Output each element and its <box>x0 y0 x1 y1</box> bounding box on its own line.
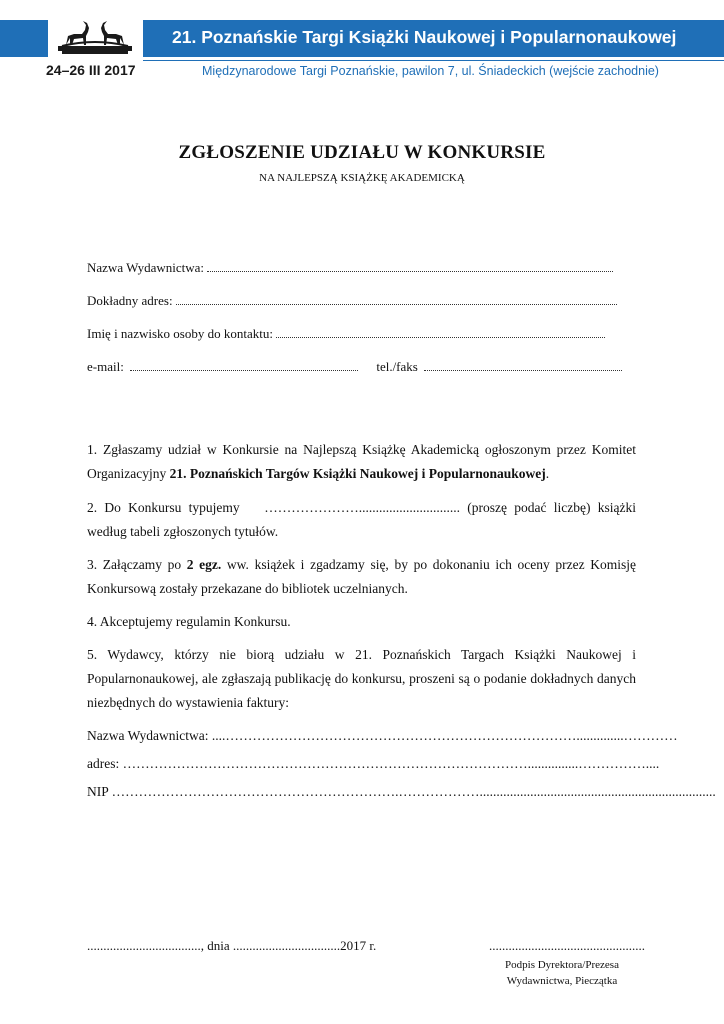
point-2 <box>87 496 636 544</box>
address-field <box>87 293 617 309</box>
event-dates: 24–26 III 2017 <box>46 62 136 78</box>
address-input-line[interactable] <box>176 294 617 305</box>
publisher-field <box>87 260 613 276</box>
contact-label: Imię i nazwisko osoby do kontaktu: <box>87 326 273 341</box>
point-5: 5. Wydawcy, którzy nie biorą udziału w 21. Poznańskich Targach Książki Naukowej i Popularnonaukowej, ale zgłaszają publikację do konkursu, proszeni są o podanie dokładnych danych niezbędnych do wystawienia faktury: <box>87 647 636 710</box>
invoice-address-line[interactable]: adres: ………………………………………………………………………………...............…………….... <box>87 756 660 771</box>
point-3-text-rest: ww. książek i zgadzamy się, by po dokonaniu ich oceny przez Komisję Konkursową zostały przekazane do bibliotek uczelnianych. <box>87 557 636 596</box>
email-input-line[interactable] <box>130 360 358 371</box>
point-3-text: 3. Załączamy po <box>87 557 187 572</box>
invoice-publisher-line[interactable]: Nazwa Wydawnictwa: ....……………………………………………………………………..............………… <box>87 728 678 743</box>
point-4: 4. Akceptujemy regulamin Konkursu. <box>87 614 291 629</box>
point-1-end: . <box>545 466 550 481</box>
email-phone-field <box>87 359 622 375</box>
address-label: Dokładny adres: <box>87 293 173 308</box>
point-1-event-name: 21. Poznańskich Targów Książki Naukowej i Popularnonaukowej <box>169 466 546 481</box>
point-3-copies: 2 egz. <box>186 557 222 572</box>
form-title: ZGŁOSZENIE UDZIAŁU W KONKURSIE <box>178 142 546 163</box>
header-divider <box>143 60 724 61</box>
phone-label: tel./faks <box>376 359 418 374</box>
form-subtitle: NA NAJLEPSZĄ KSIĄŻKĘ AKADEMICKĄ <box>259 172 465 184</box>
contact-input-line[interactable] <box>276 327 605 338</box>
point-2-text: 2. Do Konkursu typujemy <box>87 500 240 515</box>
point-1 <box>87 438 636 486</box>
signature-caption <box>492 957 632 989</box>
contact-field <box>87 326 605 342</box>
event-venue: Międzynarodowe Targi Poznańskie, pawilon 7, ul. Śniadeckich (wejście zachodnie) <box>202 64 659 78</box>
place-date-line[interactable]: ..................................., dnia .................................2017 r. <box>87 938 377 953</box>
phone-input-line[interactable] <box>424 360 622 371</box>
header-accent-left <box>0 20 48 57</box>
signature-caption-line-1: Podpis Dyrektora/Prezesa <box>505 959 619 971</box>
point-1-text: 1. Zgłaszamy udział w Konkursie na Najlepszą Książkę Akademicką ogłoszonym przez Komitet Organizacyjny <box>87 442 636 481</box>
point-3 <box>87 553 636 601</box>
email-label: e-mail: <box>87 359 124 374</box>
signature-caption-line-2: Wydawnictwa, Pieczątka <box>506 975 618 987</box>
book-count-input-line[interactable]: ………………….............................. <box>264 500 460 515</box>
event-title: 21. Poznańskie Targi Książki Naukowej i Popularnonaukowej <box>172 27 677 47</box>
invoice-nip-line[interactable]: NIP ……………………………………………………….………………...................................................................... <box>87 784 716 799</box>
point-2-text-rest: (proszę podać liczbę) książki według tabeli zgłoszonych tytułów. <box>87 500 637 539</box>
publisher-input-line[interactable] <box>207 261 613 272</box>
publisher-label: Nazwa Wydawnictwa: <box>87 260 205 275</box>
signature-line[interactable]: ................................................ <box>489 938 645 953</box>
deer-and-books-logo-icon <box>52 16 138 58</box>
